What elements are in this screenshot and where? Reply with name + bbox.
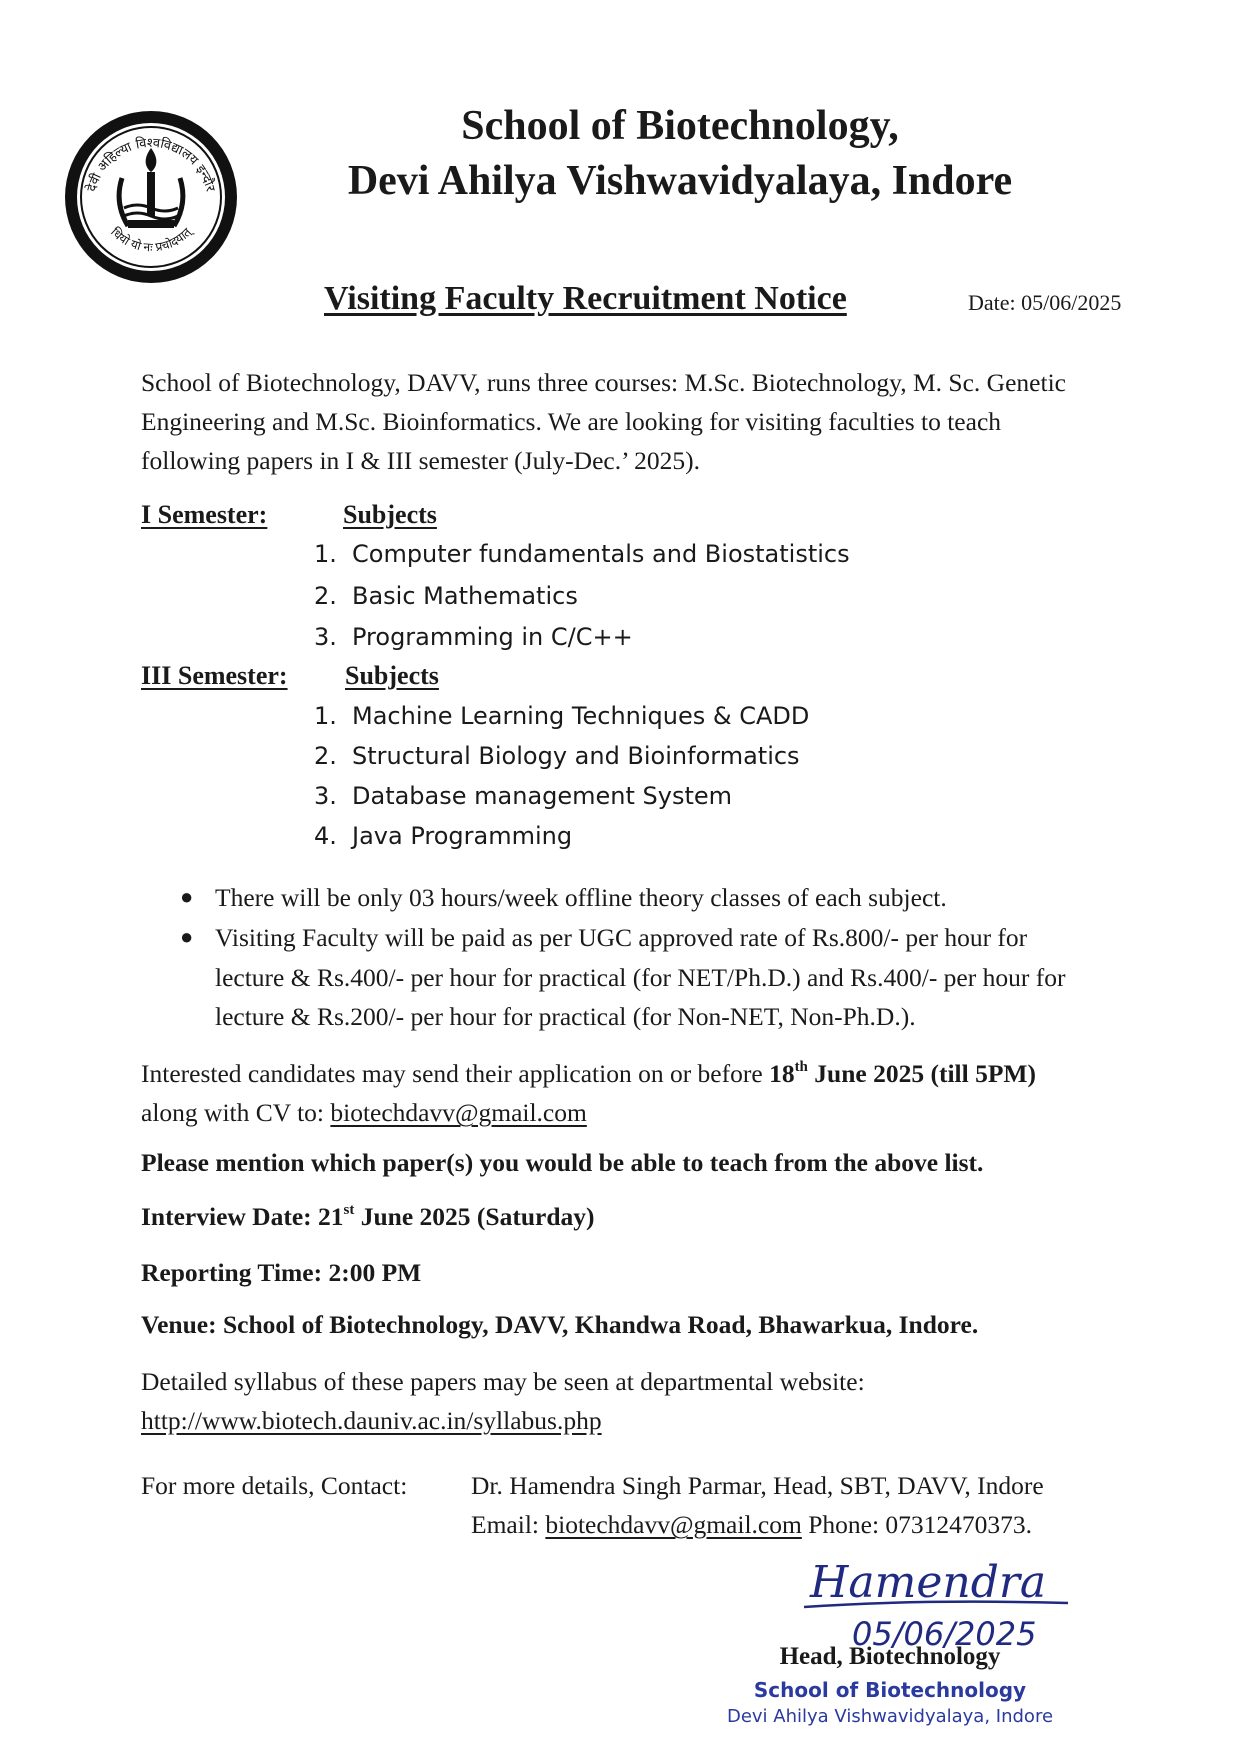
contact-phone: Phone: 07312470373. (808, 1510, 1033, 1539)
list-number: 3. (314, 623, 337, 651)
list-item (314, 782, 732, 810)
deadline-sup: th (794, 1059, 808, 1075)
stamp-university: Devi Ahilya Vishwavidyalaya, Indore (726, 1706, 1054, 1727)
logo-text: देवी अहिल्या विश्वविद्यालय इन्दौर (84, 135, 218, 194)
stamp-school: School of Biotechnology (753, 1678, 1027, 1702)
list-item (314, 702, 809, 730)
bullet-line: lecture & Rs.200/- per hour for practical (for Non-NET, Non-Ph.D.). (215, 1002, 916, 1031)
list-item (314, 540, 850, 568)
subject-name: Programming in C/C++ (352, 623, 633, 651)
subject-name: Structural Biology and Bioinformatics (352, 742, 800, 770)
intro-paragraph (141, 363, 1201, 480)
list-number: 1. (314, 702, 337, 730)
interview-rest: June 2025 (Saturday) (360, 1202, 595, 1231)
list-item (314, 822, 572, 850)
bullet-line: Visiting Faculty will be paid as per UGC approved rate of Rs.800/- per hour for (215, 923, 1028, 952)
bullet-item: There will be only 03 hours/week offline theory classes of each subject. (215, 883, 947, 912)
subject-name: Java Programming (352, 822, 573, 850)
list-number: 4. (314, 822, 337, 850)
intro-line: Engineering and M.Sc. Bioinformatics. We are looking for visiting faculties to teach (141, 407, 1002, 436)
university-logo (62, 108, 240, 286)
application-paragraph (141, 1054, 1211, 1132)
application-text: along with CV to: (141, 1098, 324, 1127)
bullet-icon: ● (180, 924, 194, 949)
subject-name: Computer fundamentals and Biostatistics (352, 540, 850, 568)
list-item (314, 582, 578, 610)
interview-sup: st (343, 1202, 355, 1218)
bullet-line: lecture & Rs.400/- per hour for practical (for NET/Ph.D.) and Rs.400/- per hour for (215, 962, 1066, 992)
semester-label: III Semester: (141, 661, 288, 690)
bullet-item (215, 918, 1195, 1037)
mention-instruction: Please mention which paper(s) you would be able to teach from the above list. (141, 1148, 984, 1177)
list-number: 3. (314, 782, 337, 810)
subject-name: Machine Learning Techniques & CADD (352, 702, 810, 730)
application-line (141, 1093, 1211, 1132)
subjects-heading: Subjects (345, 661, 439, 690)
bullet-icon: ● (180, 884, 194, 909)
contact-email-label: Email: (471, 1510, 539, 1539)
list-item (314, 623, 633, 651)
syllabus-paragraph (141, 1362, 1211, 1440)
application-email-link[interactable]: biotechdavv@gmail.com (330, 1098, 587, 1127)
contact-details (471, 1466, 1191, 1544)
subject-name: Basic Mathematics (352, 582, 578, 610)
list-number: 1. (314, 540, 337, 568)
syllabus-text: Detailed syllabus of these papers may be seen at departmental website: (141, 1367, 865, 1396)
header-university: Devi Ahilya Vishwavidyalaya, Indore (347, 158, 1013, 204)
logo-motto: धियो यो नः प्रचोदयात् (108, 224, 194, 255)
deadline (769, 1059, 1036, 1088)
contact-line (471, 1505, 1191, 1544)
application-line (141, 1054, 1211, 1093)
interview-label: Interview Date: (141, 1202, 312, 1231)
reporting-time: Reporting Time: 2:00 PM (141, 1258, 422, 1287)
deadline-day: 18 (769, 1059, 795, 1088)
interview-date (141, 1202, 595, 1232)
list-item (314, 742, 800, 770)
header-institution: School of Biotechnology, (461, 103, 899, 149)
subject-name: Database management System (352, 782, 733, 810)
stamp-title: Head, Biotechnology (779, 1643, 1001, 1670)
signature-name: Hamendra (810, 1557, 1047, 1608)
contact-name: Dr. Hamendra Singh Parmar, Head, SBT, DAVV, Indore (471, 1471, 1044, 1500)
subjects-heading: Subjects (343, 500, 437, 529)
interview-day: 21 (318, 1202, 344, 1231)
signature-date: 05/06/2025 (852, 1615, 1037, 1653)
deadline-rest: June 2025 (till 5PM) (814, 1059, 1036, 1088)
intro-line: following papers in I & III semester (July-Dec.’ 2025). (141, 446, 700, 475)
venue: Venue: School of Biotechnology, DAVV, Khandwa Road, Bhawarkua, Indore. (141, 1310, 979, 1339)
contact-email-link[interactable]: biotechdavv@gmail.com (545, 1510, 802, 1539)
application-text: Interested candidates may send their application on or before (141, 1059, 763, 1088)
notice-title: Visiting Faculty Recruitment Notice (324, 280, 847, 317)
list-number: 2. (314, 742, 337, 770)
handwritten-signature (800, 1545, 1080, 1655)
syllabus-link[interactable]: http://www.biotech.dauniv.ac.in/syllabus.php (141, 1406, 602, 1435)
list-number: 2. (314, 582, 337, 610)
semester-label: I Semester: (141, 500, 268, 529)
intro-line: School of Biotechnology, DAVV, runs three courses: M.Sc. Biotechnology, M. Sc. Genetic (141, 368, 1066, 397)
notice-date: Date: 05/06/2025 (968, 290, 1122, 315)
contact-label: For more details, Contact: (141, 1471, 408, 1500)
